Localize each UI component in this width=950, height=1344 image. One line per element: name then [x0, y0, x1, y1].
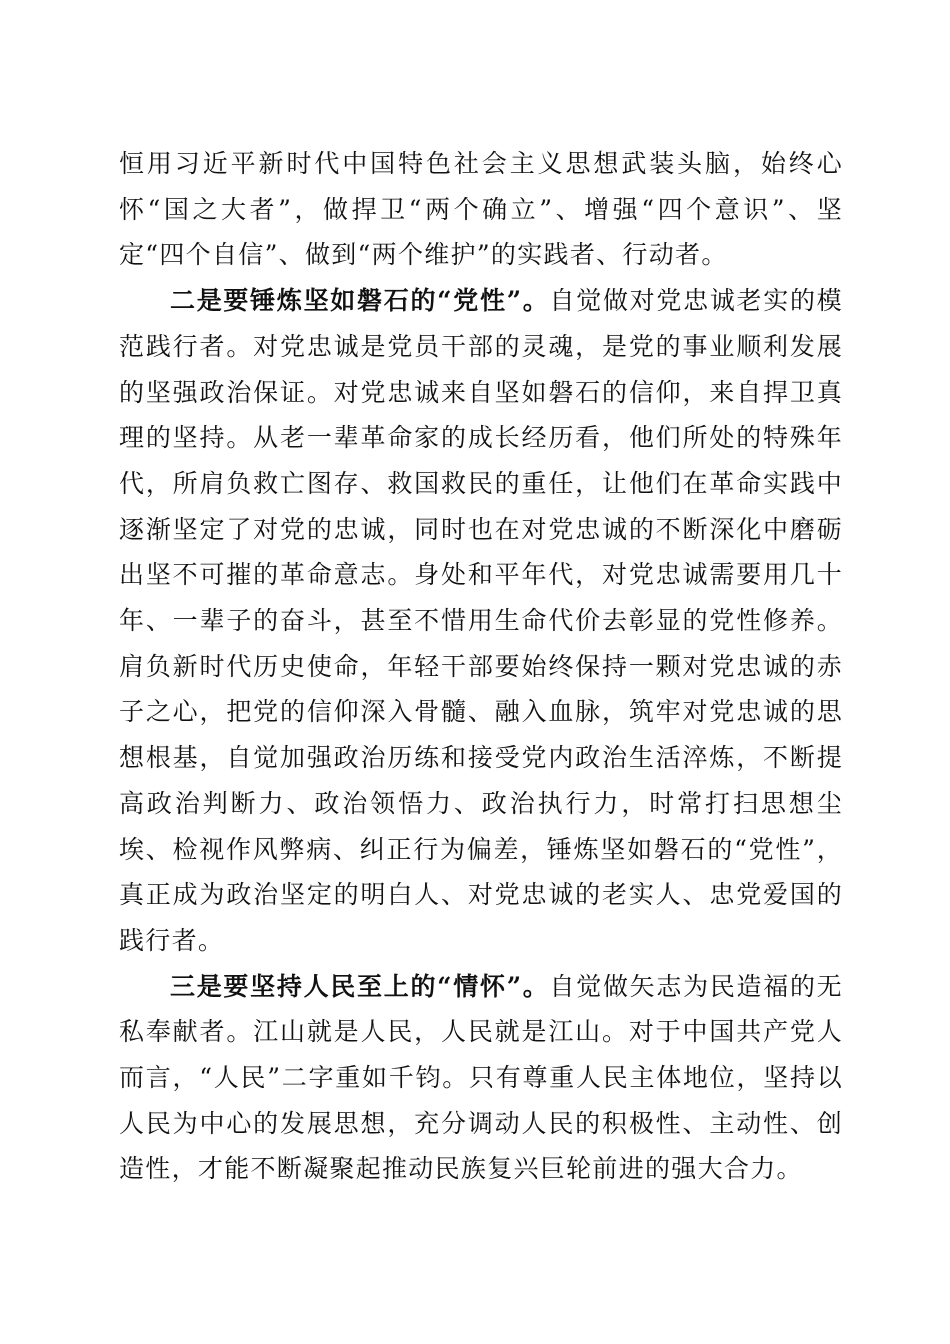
paragraph-continuation	[119, 141, 843, 278]
paragraph-text: 恒用习近平新时代中国特色社会主义思想武装头脑，始终心怀“国之大者”，做捍卫“两个确立”、增强“四个意识”、坚定“四个自信”、做到“两个维护”的实践者、行动者。	[119, 149, 843, 270]
paragraph-point-two	[119, 278, 843, 964]
document-body	[119, 141, 843, 1192]
paragraph-text: 自觉做对党忠诚老实的模范践行者。对党忠诚是党员干部的灵魂，是党的事业顺利发展的坚强政治保证。对党忠诚来自坚如磐石的信仰，来自捍卫真理的坚持。从老一辈革命家的成长经历看，他们所处的特殊年代，所肩负救亡图存、救国救民的重任，让他们在革命实践中逐渐坚定了对党的忠诚，同时也在对党忠诚的不断深化中磨砺出坚不可摧的革命意志。身处和平年代，对党忠诚需要用几十年、一辈子的奋斗，甚至不惜用生命代价去彰显的党性修养。肩负新时代历史使命，年轻干部要始终保持一颗对党忠诚的赤子之心，把党的信仰深入骨髓、融入血脉，筑牢对党忠诚的思想根基，自觉加强政治历练和接受党内政治生活淬炼，不断提高政治判断力、政治领悟力、政治执行力，时常打扫思想尘埃、检视作风弊病、纠正行为偏差，锤炼坚如磐石的“党性”，真正成为政治坚定的明白人、对党忠诚的老实人、忠党爱国的践行者。	[119, 286, 843, 955]
paragraph-lead-heading: 三是要坚持人民至上的“情怀”。	[170, 971, 550, 1001]
paragraph-text: 自觉做矢志为民造福的无私奉献者。江山就是人民，人民就是江山。对于中国共产党人而言，“人民”二字重如千钧。只有尊重人民主体地位，坚持以人民为中心的发展思想，充分调动人民的积极性、主动性、创造性，才能不断凝聚起推动民族复兴巨轮前进的强大合力。	[119, 971, 843, 1184]
paragraph-point-three	[119, 964, 843, 1193]
paragraph-lead-heading: 二是要锤炼坚如磐石的“党性”。	[170, 286, 550, 316]
